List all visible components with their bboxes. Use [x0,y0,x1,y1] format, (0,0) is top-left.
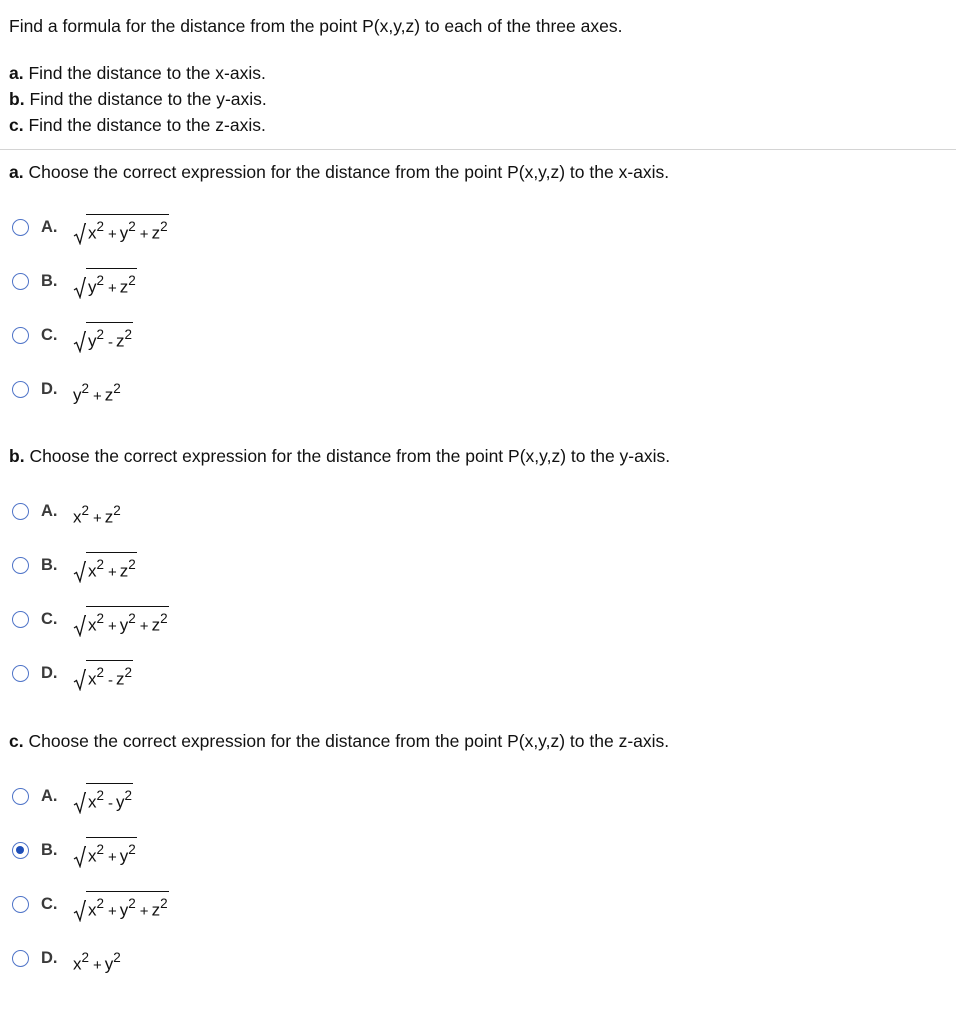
problem-statement: Find a formula for the distance from the point P(x,y,z) to each of the three axes. [9,16,623,36]
variable: z [116,669,125,689]
exponent: 2 [96,327,105,343]
radicand [86,322,133,352]
option-letter: C. [41,325,58,344]
square-root-icon [73,846,86,868]
radicand [86,783,133,813]
radio-button[interactable] [12,788,29,805]
operator: + [108,279,117,297]
exponent: 2 [81,381,90,397]
answer-option-a-d[interactable] [12,372,121,406]
operator: + [93,509,102,527]
variable: x [88,669,97,689]
math-expression [73,891,169,921]
radio-button[interactable] [12,557,29,574]
radio-button[interactable] [12,327,29,344]
subpart-a: a. Find the distance to the x-axis. [9,63,266,83]
option-letter: B. [41,840,58,859]
square-root-icon [73,792,86,814]
exponent: 2 [113,950,121,966]
exponent: 2 [96,219,105,235]
radicand [86,214,169,244]
option-letter: D. [41,948,58,967]
operator: + [108,617,117,635]
variable: y [88,277,97,297]
radio-button[interactable] [12,273,29,290]
math-expression [73,606,169,636]
answer-option-a-a[interactable] [12,210,169,244]
exponent: 2 [160,896,168,912]
variable: y [119,615,129,635]
math-expression [73,783,133,813]
radio-button[interactable] [12,503,29,520]
exponent: 2 [96,557,105,573]
operator: + [139,617,149,635]
variable: x [73,954,82,974]
exponent: 2 [113,503,121,519]
math-expression [73,268,137,298]
variable: z [151,615,161,635]
variable: z [119,561,129,581]
exponent: 2 [124,327,133,343]
answer-option-a-c[interactable] [12,318,133,352]
math-expression [73,498,121,528]
expression-body [73,945,121,975]
variable: y [119,223,129,243]
answer-option-c-d[interactable] [12,941,121,975]
square-root-icon [73,615,86,637]
question-b-prompt [9,444,670,468]
variable: z [104,507,114,527]
answer-option-b-d[interactable] [12,656,133,690]
option-letter: C. [41,609,58,628]
answer-option-b-a[interactable] [12,494,121,528]
exponent: 2 [96,788,105,804]
subpart-b: b. Find the distance to the y-axis. [9,89,267,109]
operator: + [108,902,117,920]
subparts-list [9,60,267,138]
variable: z [151,900,161,920]
radicand [86,891,169,921]
expression-body [73,498,121,528]
variable: y [116,792,125,812]
exponent: 2 [81,950,90,966]
radio-button[interactable] [12,665,29,682]
answer-option-a-b[interactable] [12,264,137,298]
math-expression [73,214,169,244]
math-expression [73,322,133,352]
radicand [86,606,169,636]
variable: y [88,331,97,351]
variable: y [104,954,114,974]
variable: y [73,385,82,405]
variable: x [88,561,97,581]
question-label: a. [9,162,24,182]
answer-option-b-c[interactable] [12,602,169,636]
variable: x [88,615,97,635]
radio-button[interactable] [12,381,29,398]
exponent: 2 [81,503,90,519]
variable: x [88,900,97,920]
operator: + [139,902,149,920]
question-text: Choose the correct expression for the distance from the point P(x,y,z) to the x-axis. [28,162,670,182]
exponent: 2 [128,557,136,573]
math-expression [73,376,121,406]
square-root-icon [73,669,86,691]
exponent: 2 [128,611,136,627]
variable: x [88,223,97,243]
answer-option-c-b[interactable] [12,833,137,867]
exponent: 2 [128,273,136,289]
radio-button[interactable] [12,842,29,859]
exponent: 2 [128,896,136,912]
question-c-prompt [9,729,669,753]
exponent: 2 [96,665,105,681]
question-label: b. [9,446,25,466]
variable: x [88,792,97,812]
exponent: 2 [128,842,136,858]
subpart-c: c. Find the distance to the z-axis. [9,115,266,135]
square-root-icon [73,277,86,299]
option-letter: C. [41,894,58,913]
option-letter: D. [41,379,58,398]
question-text: Choose the correct expression for the distance from the point P(x,y,z) to the z-axis. [28,731,670,751]
radicand [86,552,137,582]
option-letter: B. [41,271,58,290]
exponent: 2 [160,611,168,627]
square-root-icon [73,900,86,922]
radio-button[interactable] [12,950,29,967]
option-letter: B. [41,555,58,574]
variable: x [88,846,97,866]
exponent: 2 [96,273,105,289]
variable: z [116,331,125,351]
question-a-prompt [9,160,669,184]
exponent: 2 [160,219,168,235]
exponent: 2 [96,611,105,627]
operator: - [108,333,114,351]
answer-option-c-c[interactable] [12,887,169,921]
math-expression [73,945,121,975]
option-letter: A. [41,786,58,805]
operator: + [93,387,102,405]
exponent: 2 [113,381,121,397]
operator: + [93,956,102,974]
operator: + [108,225,117,243]
math-expression [73,552,137,582]
operator: - [108,671,114,689]
operator: + [108,563,117,581]
radicand [86,268,137,298]
answer-option-c-a[interactable] [12,779,133,813]
variable: z [119,277,129,297]
radicand [86,837,137,867]
math-expression [73,837,137,867]
square-root-icon [73,561,86,583]
option-letter: D. [41,663,58,682]
square-root-icon [73,331,86,353]
math-expression [73,660,133,690]
operator: - [108,794,114,812]
question-text: Choose the correct expression for the distance from the point P(x,y,z) to the y-axis. [29,446,671,466]
variable: x [73,507,82,527]
radio-button[interactable] [12,611,29,628]
variable: z [104,385,114,405]
answer-option-b-b[interactable] [12,548,137,582]
variable: z [151,223,161,243]
divider [0,149,956,150]
radio-button[interactable] [12,219,29,236]
exponent: 2 [124,665,133,681]
option-letter: A. [41,217,58,236]
expression-body [73,376,121,406]
operator: + [139,225,149,243]
radicand [86,660,133,690]
exponent: 2 [96,842,105,858]
question-label: c. [9,731,24,751]
operator: + [108,848,117,866]
exponent: 2 [96,896,105,912]
variable: y [119,846,129,866]
square-root-icon [73,223,86,245]
option-letter: A. [41,501,58,520]
radio-button[interactable] [12,896,29,913]
exponent: 2 [128,219,136,235]
exponent: 2 [124,788,133,804]
variable: y [119,900,129,920]
